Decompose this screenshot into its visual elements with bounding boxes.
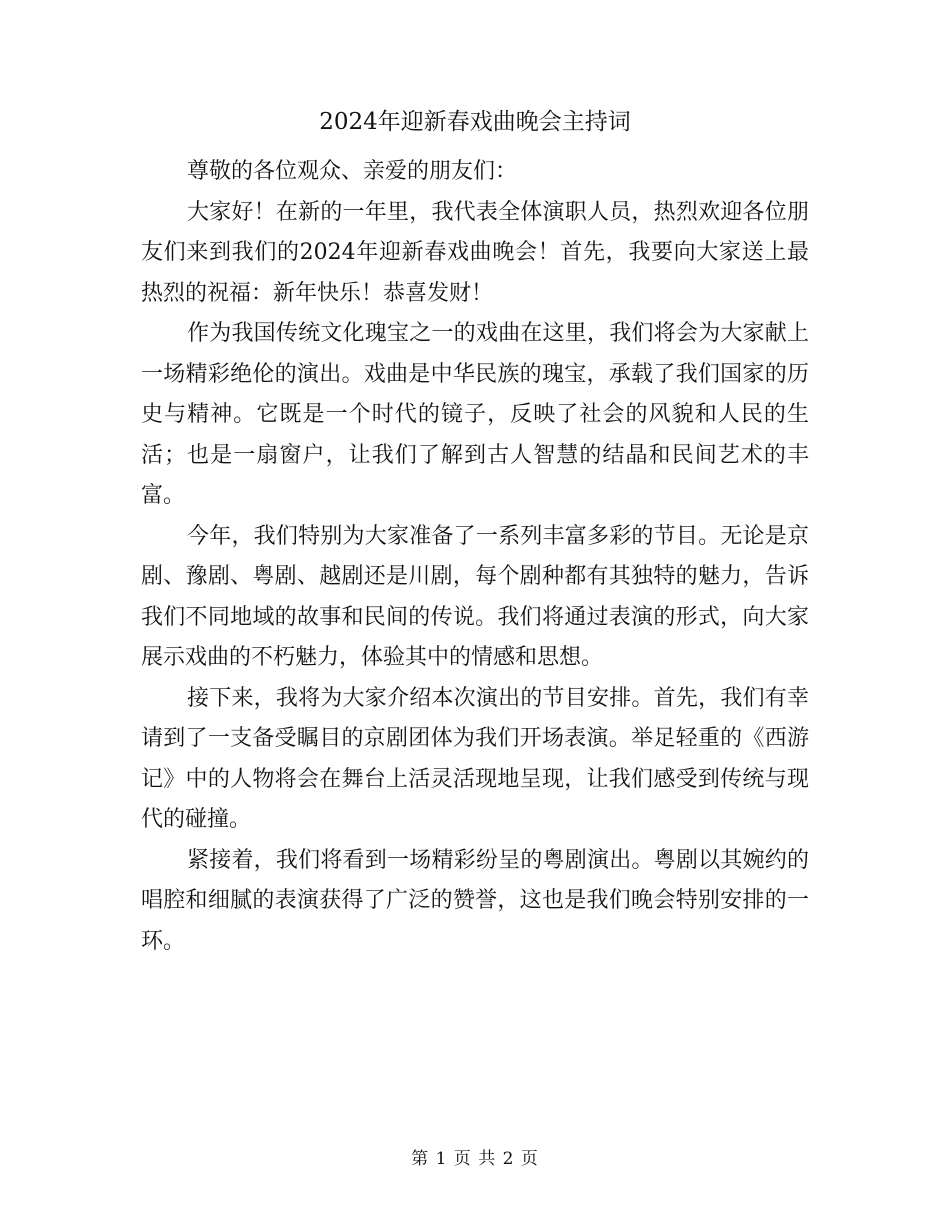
paragraph-opera-heritage: 作为我国传统文化瑰宝之一的戏曲在这里，我们将会为大家献上一场精彩绝伦的演出。戏曲是中华民族的瑰宝，承载了我们国家的历史与精神。它既是一个时代的镜子，反映了社会的风貌和人民的生活；也是一扇窗户，让我们了解到古人智慧的结晶和民间艺术的丰富。 <box>141 321 809 508</box>
document-title: 2024年迎新春戏曲晚会主持词 <box>319 109 631 135</box>
paragraph-salutation: 尊敬的各位观众、亲爱的朋友们： <box>187 159 518 184</box>
paragraph-peking-opera: 接下来，我将为大家介绍本次演出的节目安排。首先，我们有幸请到了一支备受瞩目的京剧团体为我们开场表演。举足轻重的《西游记》中的人物将会在舞台上活灵活现地呈现，让我们感受到传统与现代的碰撞。 <box>141 685 809 832</box>
paragraph-greeting: 大家好！在新的一年里，我代表全体演职人员，热烈欢迎各位朋友们来到我们的2024年迎新春戏曲晚会！首先，我要向大家送上最热烈的祝福：新年快乐！恭喜发财！ <box>141 199 809 306</box>
page-number-footer: 第 1 页 共 2 页 <box>411 1149 539 1169</box>
document-body <box>141 152 809 962</box>
paragraph-program-overview: 今年，我们特别为大家准备了一系列丰富多彩的节目。无论是京剧、豫剧、粤剧、越剧还是川剧，每个剧种都有其独特的魅力，告诉我们不同地域的故事和民间的传说。我们将通过表演的形式，向大家展示戏曲的不朽魅力，体验其中的情感和思想。 <box>141 523 809 670</box>
paragraph-cantonese-opera: 紧接着，我们将看到一场精彩纷呈的粤剧演出。粤剧以其婉约的唱腔和细腻的表演获得了广泛的赞誉，这也是我们晚会特别安排的一环。 <box>141 847 809 954</box>
